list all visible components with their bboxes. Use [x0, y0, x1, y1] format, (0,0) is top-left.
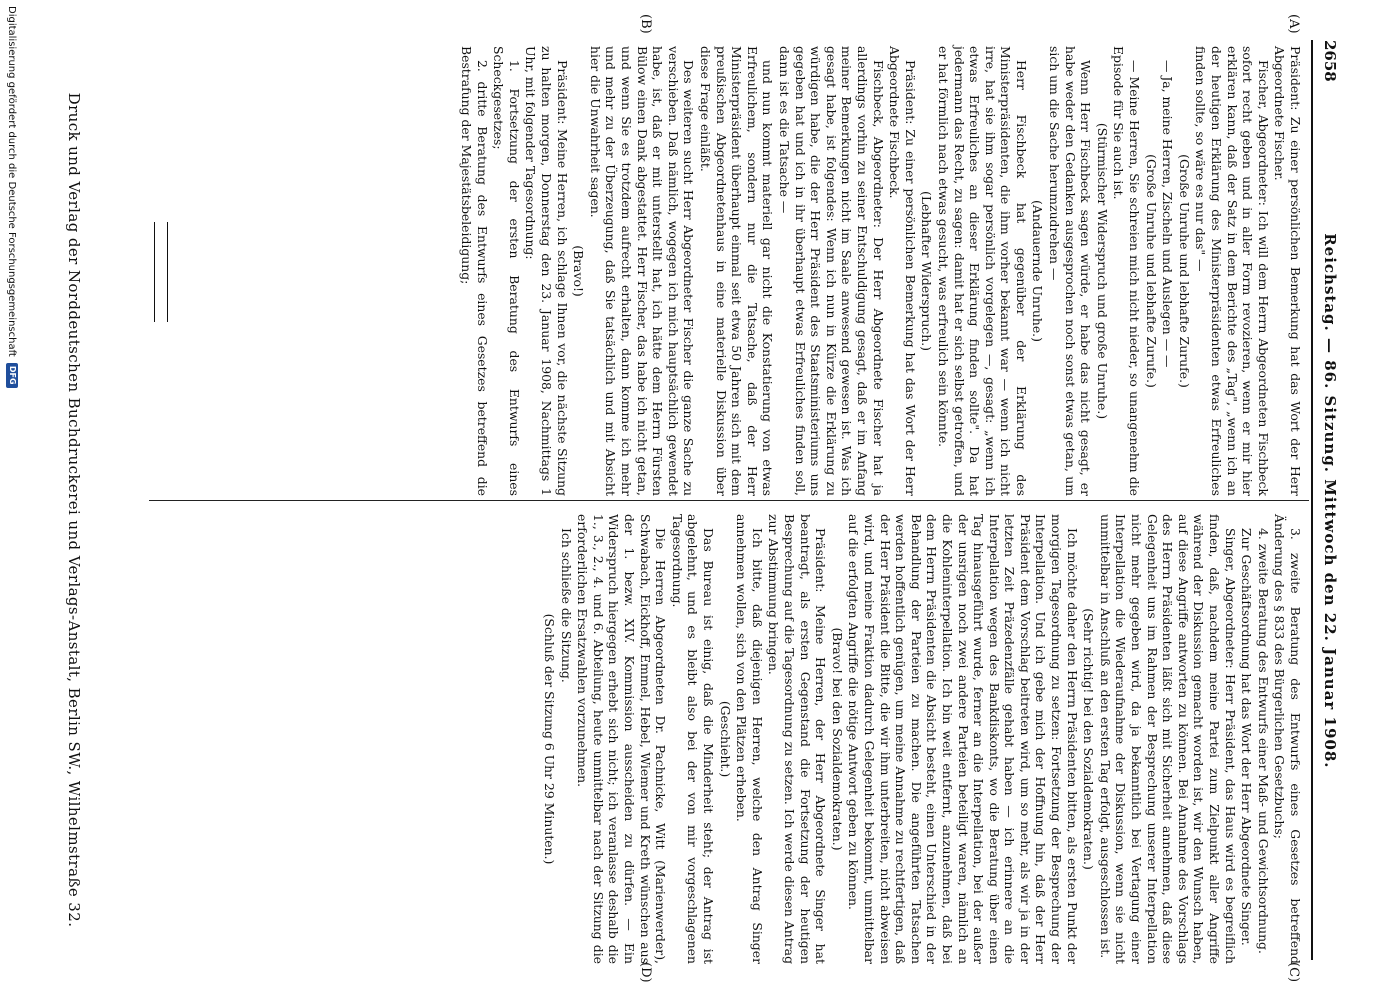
- printer-imprint: Druck und Verlag der Norddeutschen Buchdruckerei und Verlags-Anstalt, Berlin SW., Wilhelmstraße 32.: [65, 92, 83, 928]
- marker-a: (A): [1286, 14, 1301, 34]
- paragraph: Zur Geschäftsordnung hat das Wort der Herr Abgeordnete Singer.: [1239, 528, 1255, 946]
- interjection: (Bravo!): [571, 245, 587, 297]
- interjection: (Andauernde Unruhe.): [1030, 200, 1046, 342]
- left-column: [458, 46, 1303, 496]
- paragraph: — Ja, meine Herren, Zischeln und Auslegen — —: [1160, 60, 1176, 368]
- right-column: [541, 514, 1304, 964]
- agenda-item: 3. zweite Beratung des Entwurfs eines Gesetzes betreffend Änderung des § 833 des Bürgerlichen Gesetzbuchs;: [1272, 514, 1303, 964]
- agenda-item: 4. zweite Beratung des Entwurfs einer Maß- und Gewichtsordnung.: [1255, 528, 1271, 954]
- page-number: 2658: [1321, 40, 1339, 82]
- paragraph: Ich möchte daher den Herrn Präsidenten bitten, als ersten Punkt der morgigen Tagesordnung zu setzen: Fortsetzung der Besprechung der Interpellation. Und ich gebe mich der Hoffnung hin, daß der Herr Präsident dem Vorschlag beitreten wird, um so mehr, als wir ja in der letzten Zeit Präzedenzfälle gehabt haben — ich erinnere an die Interpellation wegen des Bankdiskonts, wo die Beratung über einen Tag hinausgeführt wurde, ferner an die Interpellation, bei der außer der unsrigen noch zwei andere Parteien beteiligt waren, nämlich an die Kohleninterpellation. Ich bin weit entfernt, anzunehmen, daß bei dem Herrn Präsidenten die Absicht besteht, einen Unterschied in der Behandlung der Parteien zu machen. Die angeführten Tatsachen werden hoffentlich genügen, um meine Annahme zu rechtfertigen, daß der Herr Präsident die Bitte, die wir ihm unterbreiten, nicht abweisen wird, und meine Fraktion dadurch Gelegenheit bekommt, unmittelbar auf die erfolgten Angriffe die nötige Antwort geben zu können.: [846, 514, 1080, 964]
- column-divider: [149, 500, 1309, 501]
- page-header: [1317, 40, 1343, 960]
- closing-note: (Schluß der Sitzung 6 Uhr 29 Minuten.): [542, 613, 558, 865]
- interjection: (Geschieht.): [717, 700, 733, 778]
- end-rule-bottom: [154, 222, 155, 322]
- interjection: (Lebhafter Widerspruch.): [919, 190, 935, 351]
- dfg-logo: DFG: [6, 363, 18, 388]
- paragraph: Präsident: Meine Herren, ich schlage Ihnen vor, die nächste Sitzung zu halten morgen, Donnerstag den 23. Januar 1908, Nachmittags 1 Uhr, mit folgender Tagesordnung:: [523, 46, 570, 496]
- header-rule: [1311, 40, 1313, 960]
- paragraph: Wenn Herr Fischbeck sagen würde, er habe das nicht gesagt, er habe weder den Gedanken ausgesprochen noch sonst etwas getan, um sich um die Sache herumzudrehen —: [1047, 46, 1094, 496]
- interjection: (Bravo! bei den Sozialdemokraten.): [829, 627, 845, 851]
- paragraph: Fischbeck, Abgeordneter: Der Herr Abgeordnete Fischer hat ja allerdings vorhin zu seiner Entschuldigung gesagt, daß er im Anfang meiner Bemerkungen nicht im Saale anwesend gewesen ist. Was ich gesagt habe, ist folgendes: Wenn ich nun in Kürze die Erklärung zu würdigen habe, die der Herr Präsident des Staatsministeriums uns gegeben hat und ich in ihr überhaupt etwas Erfreuliches finden soll, dann ist es die Tatsache —: [777, 46, 886, 496]
- paragraph: Herr Fischbeck hat gegenüber der Erklärung des Ministerpräsidenten, die ihm vorher bekannt war — wenn ich nicht irre, hat sie ihm sogar persönlich vorgelegen —, gesagt: „wenn ich etwas Erfreuliches an dieser Erklärung finden sollte". Da hat jedermann das Recht, zu sagen: damit hat er sich selbst getroffen, und er hat förmlich nach etwas gesucht, was erfreulich sein könnte.: [935, 46, 1029, 496]
- agenda-item: 2. dritte Beratung des Entwurfs eines Gesetzes betreffend die Bestrafung der Majestätsbeleidigung;: [459, 46, 490, 496]
- paragraph: Präsident: Meine Herren, der Herr Abgeordnete Singer hat beantragt, als ersten Gegenstand die Fortsetzung der heutigen Besprechung auf die Tagesordnung zu setzen. Ich werde diesen Antrag zur Abstimmung bringen.: [766, 514, 829, 964]
- interjection: (Sehr richtig! bei den Sozialdemokraten.): [1081, 608, 1097, 870]
- agenda-item: 1. Fortsetzung der ersten Beratung des Entwurfs eines Scheckgesetzes;: [491, 46, 522, 496]
- paragraph: Das Bureau ist einig, daß die Minderheit steht; der Antrag ist abgelehnt, und es bleibt also bei der von mir vorgeschlagenen Tagesordnung.: [669, 514, 717, 964]
- paragraph: Präsident: Zu einer persönlichen Bemerkung hat das Wort der Herr Abgeordnete Fischbeck.: [887, 46, 918, 496]
- paragraph: Ich bitte, daß diejenigen Herren, welche den Antrag Singer annehmen wollen, sich von den Plätzen erheben.: [734, 514, 765, 964]
- end-rule-top: [167, 222, 168, 322]
- paragraph: Singer, Abgeordneter: Herr Präsident, das Haus wird es begreiflich finden, daß, nachdem meine Partei zum Zielpunkt aller Angriffe während der Diskussion gemacht worden ist, wir den Wunsch haben, auf diese Angriffe antworten zu können. Bei Annahme des Vorschlags des Herrn Präsidenten läßt sich mit Sicherheit annehmen, daß diese Gelegenheit uns im Rahmen der Besprechung unserer Interpellation nicht mehr gegeben wird, da ja bekanntlich bei Vertagung einer Interpellation die Wiederaufnahme der Diskussion, wenn sie nicht unmittelbar in Anschluß an den ersten Tag erfolgt, ausgeschlossen ist.: [1097, 514, 1238, 964]
- interjection: (Große Unruhe und lebhafte Zurufe.): [1143, 154, 1159, 388]
- paragraph: Ich schließe die Sitzung.: [558, 528, 574, 683]
- paragraph: und nun kommt materiell gar nicht die Konstatierung von etwas Erfreulichem, sondern nur die Tatsache, daß der Herr Ministerpräsident überhaupt einmal seit etwa 50 Jahren sich mit dem preußischen Abgeordnetenhaus in eine materielle Diskussion über diese Frage einläßt.: [698, 46, 776, 496]
- session-title: Reichstag. — 86. Sitzung. Mittwoch den 22. Januar 1908.: [1321, 233, 1339, 769]
- paragraph: Die Herren Abgeordneten Dr. Pachnicke, Witt (Marienwerder), Schwabach, Eickhoff, Emmel, Hebel, Wiemer und Kreth wünschen aus der 1. bezw. XIV. Kommission ausscheiden zu dürfen. — Ein Widerspruch hiergegen erhebt sich nicht; ich veranlasse deshalb die 1., 3., 2., 4. und 6. Abteilung, heute unmittelbar nach der Sitzung die erforderlichen Ersatzwahlen vorzunehmen.: [575, 514, 669, 964]
- paragraph: — Meine Herren, Sie schreien mich nicht nieder, so unangenehm die Episode für Sie auch ist.: [1111, 46, 1143, 496]
- marker-c: (C): [1286, 962, 1301, 983]
- interjection: (Stürmischer Widerspruch und große Unruhe.): [1094, 122, 1110, 420]
- paragraph: Des weiteren sucht Herr Abgeordneter Fischer die ganze Sache zu verschieben. Daß nämlich, wogegen ich mich hauptsächlich gewendet habe, ist, daß er mit unterstellt hat, ich hätte dem Herrn Fürsten Bülow einen Dank abgestattet. Herr Fischer, das habe ich nicht getan, und wenn Sie es trotzdem aufrecht erhalten, dann komme ich mehr und mehr zu der Überzeugung, daß Sie tatsächlich und mit Absicht hier die Unwahrheit sagen.: [587, 46, 697, 496]
- marker-d: (D): [638, 962, 653, 983]
- interjection: (Große Unruhe und lebhafte Zurufe.): [1176, 154, 1192, 388]
- marker-b: (B): [638, 14, 653, 34]
- paragraph: Präsident: Zu einer persönlichen Bemerkung hat das Wort der Herr Abgeordnete Fischer.: [1272, 46, 1303, 496]
- paragraph: Fischer, Abgeordneter: Ich will dem Herrn Abgeordneten Fischbeck sofort recht geben und in aller Form revozieren, wenn er mir hier erklären kann, daß der Satz in dem Berichte des „Tag", „wenn ich an der heutigen Erklärung des Ministerpräsidenten etwas Erfreuliches finden sollte, so wäre es nur das" —: [1193, 46, 1271, 496]
- side-credit-text: Digitalisierung gefördert durch die Deutsche Forschungsgemeinschaft: [6, 6, 18, 357]
